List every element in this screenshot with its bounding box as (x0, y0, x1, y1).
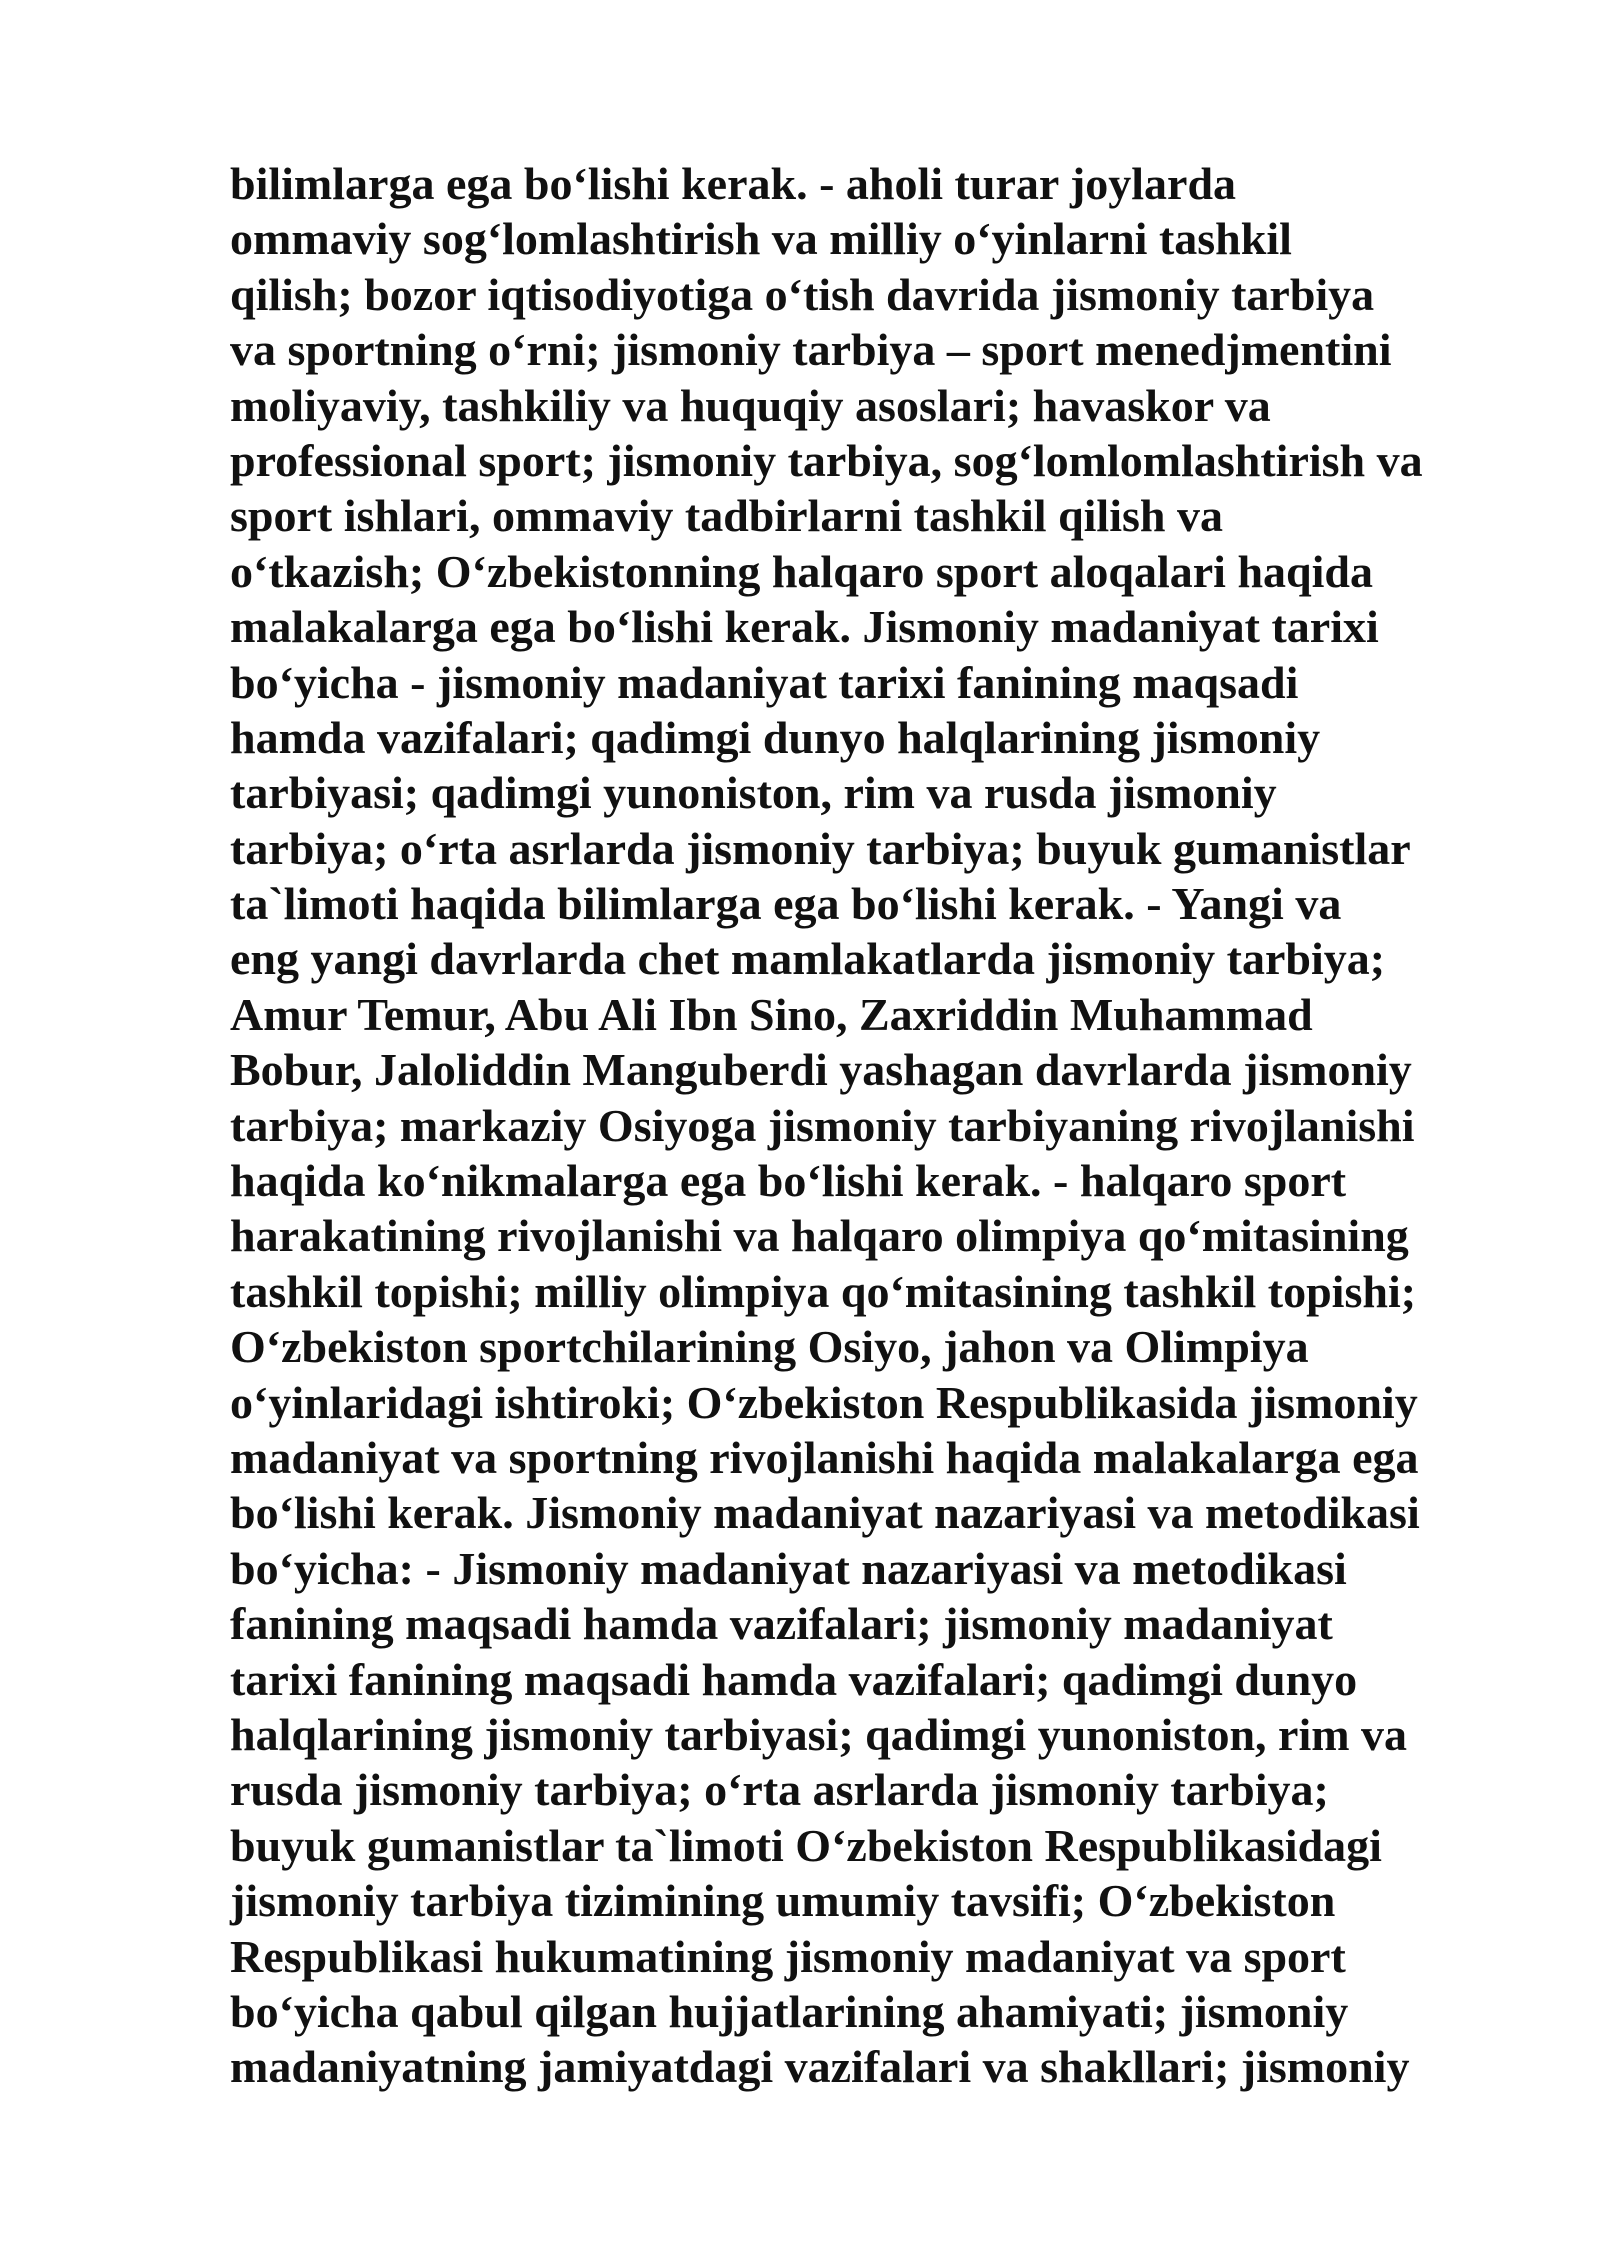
text-line-25: bo‘lishi kerak. Jismoniy madaniyat nazariyasi va metodikasi (230, 1487, 1420, 1539)
text-line-15: eng yangi davrlarda chet mamlakatlarda jismoniy tarbiya; (230, 933, 1386, 985)
text-line-35: madaniyatning jamiyatdagi vazifalari va shakllari; jismoniy (230, 2041, 1410, 2093)
text-line-31: buyuk gumanistlar ta`limoti O‘zbekiston Respublikasidagi (230, 1819, 1382, 1871)
text-line-4: va sportning o‘rni; jismoniy tarbiya – sport menedjmentini (230, 324, 1392, 376)
text-line-21: tashkil topishi; milliy olimpiya qo‘mitasining tashkil topishi; (230, 1265, 1417, 1317)
text-line-9: malakalarga ega bo‘lishi kerak. Jismoniy madaniyat tarixi (230, 601, 1379, 653)
text-line-1: bilimlarga ega bo‘lishi kerak. - aholi turar joylarda (230, 158, 1237, 209)
text-line-11: hamda vazifalari; qadimgi dunyo halqlarining jismoniy (230, 711, 1321, 763)
text-line-24: madaniyat va sportning rivojlanishi haqida malakalarga ega (230, 1431, 1419, 1483)
text-line-8: o‘tkazish; O‘zbekistonning halqaro sport aloqalari haqida (230, 545, 1373, 597)
text-line-5: moliyaviy, tashkiliy va huquqiy asoslari; havaskor va (230, 379, 1271, 431)
text-line-14: ta`limoti haqida bilimlarga ega bo‘lishi kerak. - Yangi va (230, 878, 1342, 930)
text-line-17: Bobur, Jaloliddin Manguberdi yashagan davrlarda jismoniy (230, 1044, 1412, 1096)
text-line-12: tarbiyasi; qadimgi yunoniston, rim va rusda jismoniy (230, 767, 1277, 819)
text-line-19: haqida ko‘nikmalarga ega bo‘lishi kerak. - halqaro sport (230, 1155, 1347, 1207)
text-line-32: jismoniy tarbiya tizimining umumiy tavsifi; O‘zbekiston (230, 1875, 1336, 1927)
text-line-22: O‘zbekiston sportchilarining Osiyo, jahon va Olimpiya (230, 1321, 1309, 1373)
body-text (230, 156, 1530, 2095)
text-line-34: bo‘yicha qabul qilgan hujjatlarining ahamiyati; jismoniy (230, 1985, 1349, 2037)
text-line-16: Amur Temur, Abu Ali Ibn Sino, Zaxriddin Muhammad (230, 988, 1313, 1040)
text-line-23: o‘yinlaridagi ishtiroki; O‘zbekiston Respublikasida jismoniy (230, 1376, 1418, 1428)
text-line-28: tarixi fanining maqsadi hamda vazifalari; qadimgi dunyo (230, 1653, 1358, 1705)
text-line-33: Respublikasi hukumatining jismoniy madaniyat va sport (230, 1930, 1346, 1982)
text-line-10: bo‘yicha - jismoniy madaniyat tarixi fanining maqsadi (230, 656, 1299, 708)
text-line-26: bo‘yicha: - Jismoniy madaniyat nazariyasi va metodikasi (230, 1542, 1347, 1594)
text-line-30: rusda jismoniy tarbiya; o‘rta asrlarda jismoniy tarbiya; (230, 1764, 1329, 1816)
text-line-29: halqlarining jismoniy tarbiyasi; qadimgi yunoniston, rim va (230, 1708, 1408, 1760)
text-line-6: professional sport; jismoniy tarbiya, sog‘lomlomlashtirish va (230, 434, 1423, 486)
text-line-3: qilish; bozor iqtisodiyotiga o‘tish davrida jismoniy tarbiya (230, 268, 1375, 320)
text-line-20: harakatining rivojlanishi va halqaro olimpiya qo‘mitasining (230, 1210, 1409, 1262)
text-line-27: fanining maqsadi hamda vazifalari; jismoniy madaniyat (230, 1598, 1333, 1650)
text-line-18: tarbiya; markaziy Osiyoga jismoniy tarbiyaning rivojlanishi (230, 1099, 1415, 1151)
text-line-7: sport ishlari, ommaviy tadbirlarni tashkil qilish va (230, 490, 1223, 542)
text-line-13: tarbiya; o‘rta asrlarda jismoniy tarbiya; buyuk gumanistlar (230, 822, 1411, 874)
text-line-2: ommaviy sog‘lomlashtirish va milliy o‘yinlarni tashkil (230, 213, 1292, 265)
